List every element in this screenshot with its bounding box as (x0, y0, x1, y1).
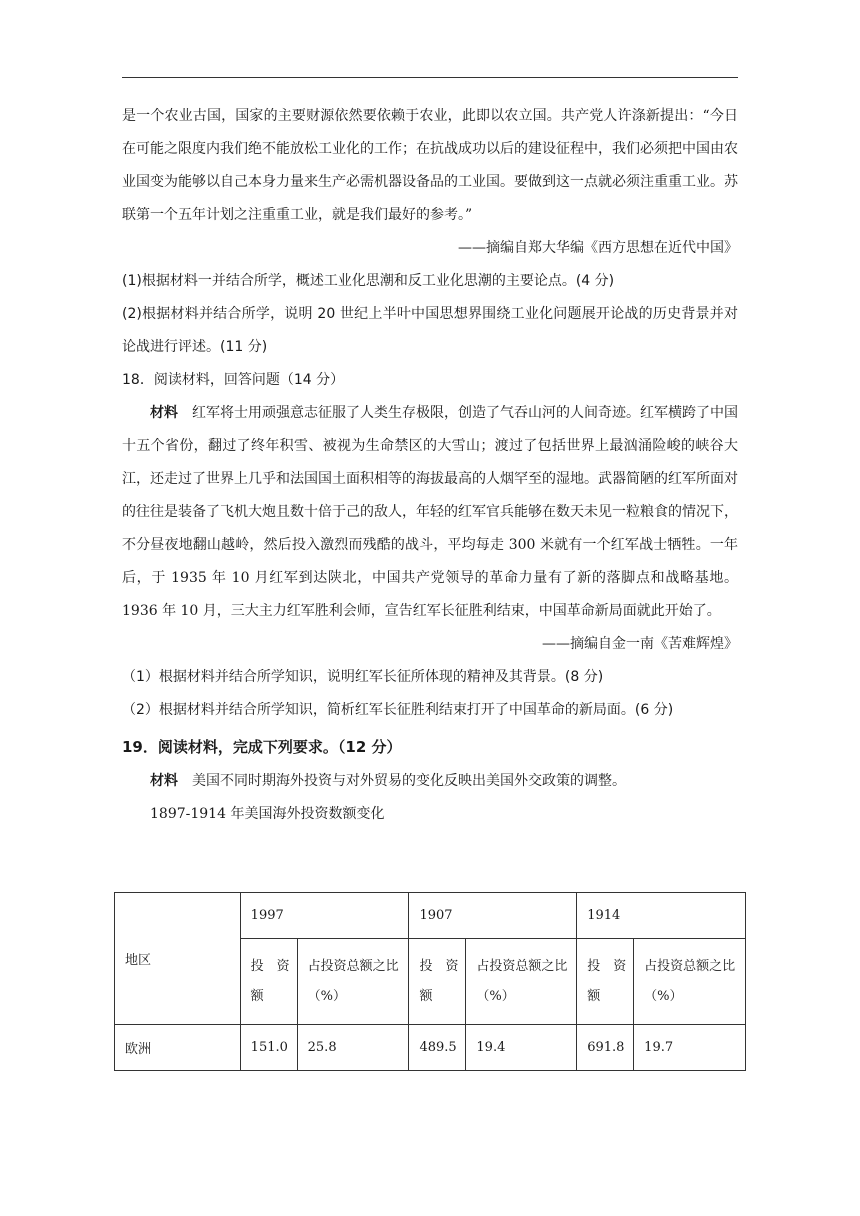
page-content (122, 100, 738, 831)
table-row (115, 1025, 746, 1071)
amount-header: 投 资额 (240, 939, 297, 1025)
amount-header: 投 资额 (409, 939, 466, 1025)
question-17-2: (2)根据材料并结合所学，说明 20 世纪上半叶中国思想界围绕工业化问题展开论战的历史背景并对论战进行评述。(11 分) (122, 306, 738, 355)
material-18-text: 红军将士用顽强意志征服了人类生存极限，创造了气吞山河的人间奇迹。红军横跨了中国十五个省份，翻过了终年积雪、被视为生命禁区的大雪山；渡过了包括世界上最汹涌险峻的峡谷大江，还走过了世界上几乎和法国国土面积相等的海拔最高的人烟罕至的湿地。武器简陋的红军所面对的往往是装备了飞机大炮且数十倍于己的敌人，年轻的红军官兵能够在数天未见一粒粮食的情况下，不分昼夜地翻山越岭，然后投入激烈而残酷的战斗，平均每走 300 米就有一个红军战士牺牲。一年后，于 1935 年 10 月红军到达陕北，中国共产党领导的革命力量有了新的落脚点和战略基地。1936 年 10 月，三大主力红军胜利会师，宣告红军长征胜利结束，中国革命新局面就此开始了。 (122, 405, 738, 619)
source-citation-1: ——摘编自郑大华编《西方思想在近代中国》 (458, 240, 738, 256)
value-cell: 151.0 (240, 1025, 297, 1071)
table-header-row (115, 893, 746, 939)
question-17-1: (1)根据材料一并结合所学，概述工业化思潮和反工业化思潮的主要论点。(4 分) (122, 273, 615, 289)
region-cell: 欧洲 (115, 1025, 241, 1071)
region-header: 地区 (115, 893, 241, 1025)
value-cell: 19.4 (466, 1025, 577, 1071)
value-cell: 691.8 (577, 1025, 634, 1071)
value-cell: 25.8 (297, 1025, 409, 1071)
year-header: 1997 (240, 893, 409, 939)
share-header: 占投资总额之比（%） (466, 939, 577, 1025)
question-18-1: （1）根据材料并结合所学知识，说明红军长征所体现的精神及其背景。(8 分) (122, 669, 604, 685)
year-header: 1914 (577, 893, 746, 939)
share-header: 占投资总额之比（%） (634, 939, 746, 1025)
table-caption: 1897-1914 年美国海外投资数额变化 (150, 806, 385, 822)
material-19-text: 美国不同时期海外投资与对外贸易的变化反映出美国外交政策的调整。 (192, 773, 626, 789)
question-19-title: 19．阅读材料，完成下列要求。（12 分） (122, 738, 402, 756)
source-citation-2: ——摘编自金一南《苦难辉煌》 (542, 636, 738, 652)
investment-table (114, 892, 746, 1071)
value-cell: 489.5 (409, 1025, 466, 1071)
share-header: 占投资总额之比（%） (297, 939, 409, 1025)
amount-header: 投 资额 (577, 939, 634, 1025)
value-cell: 19.7 (634, 1025, 746, 1071)
year-header: 1907 (409, 893, 577, 939)
material-19-paragraph (122, 765, 738, 798)
header-rule (122, 77, 738, 78)
intro-paragraph: 是一个农业古国，国家的主要财源依然要依赖于农业，此即以农立国。共产党人许涤新提出：“今日在可能之限度内我们绝不能放松工业化的工作；在抗战成功以后的建设征程中，我们必须把中国由农业国变为能够以自己本身力量来生产必需机器设备品的工业国。要做到这一点就必须注重重工业。苏联第一个五年计划之注重重工业，就是我们最好的参考。” (122, 108, 738, 223)
material-18-paragraph (122, 397, 738, 628)
question-18-2: （2）根据材料并结合所学知识，简析红军长征胜利结束打开了中国革命的新局面。(6 分) (122, 702, 674, 718)
material-label: 材料 (150, 773, 178, 789)
question-18-title: 18．阅读材料，回答问题（14 分） (122, 372, 345, 388)
material-label: 材料 (150, 405, 178, 421)
